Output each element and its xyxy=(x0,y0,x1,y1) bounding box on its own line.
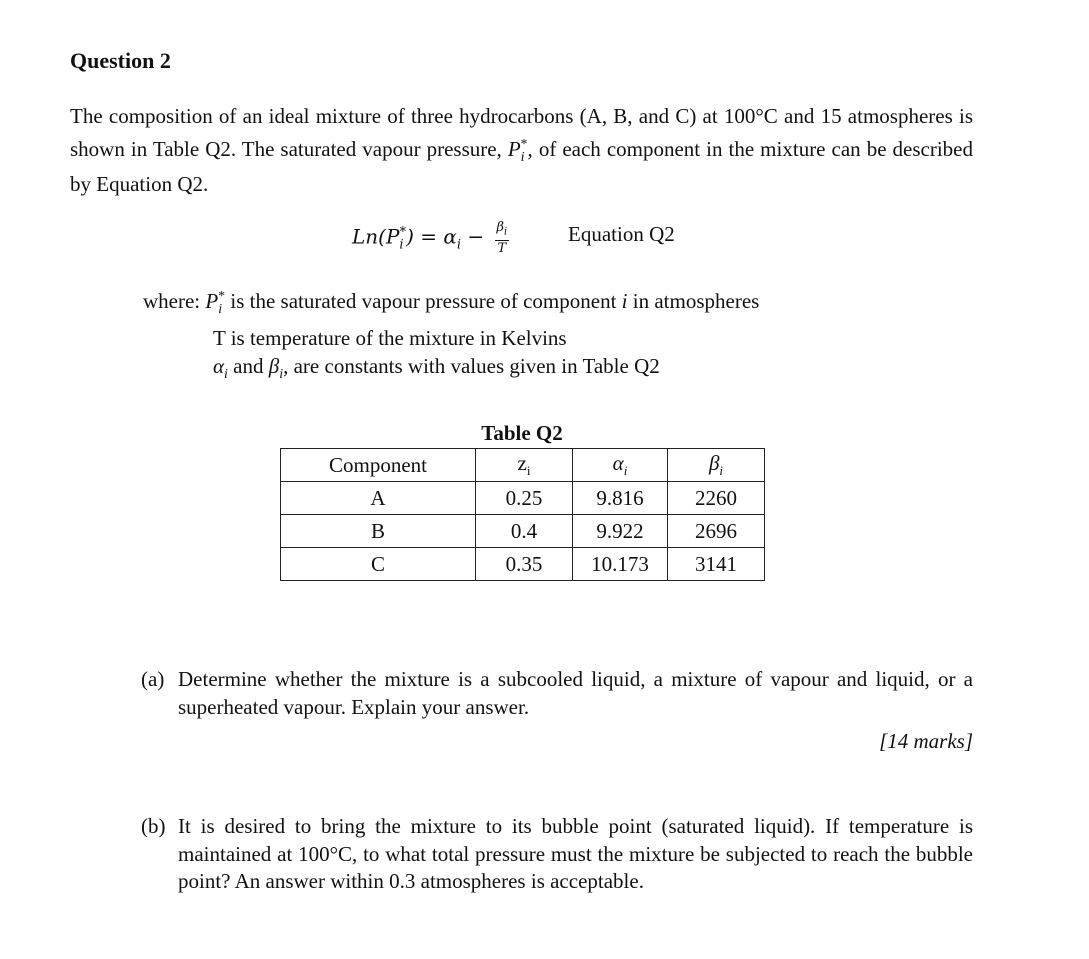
cell-beta: 2696 xyxy=(668,515,765,548)
question-heading: Question 2 xyxy=(70,48,171,73)
where-symbol: P xyxy=(205,289,219,313)
where-block xyxy=(143,283,759,389)
table-header-row xyxy=(281,449,765,482)
eq-lhs-sup: * xyxy=(399,224,407,240)
cell-beta: 2260 xyxy=(668,482,765,515)
intro-symbol-sup: * xyxy=(520,136,528,152)
part-a-marks: [14 marks] xyxy=(879,729,973,753)
part-a-label: (a) xyxy=(141,667,165,691)
where-symbol-sub: i xyxy=(218,302,223,318)
equation-label: Equation Q2 xyxy=(568,222,675,246)
table-row xyxy=(281,482,765,515)
header-beta-sub: i xyxy=(719,463,724,479)
header-alpha-sub: i xyxy=(623,463,628,479)
header-component: Component xyxy=(281,449,476,482)
where-beta: β xyxy=(268,354,280,379)
where-line-3 xyxy=(143,352,759,389)
cell-z: 0.35 xyxy=(476,548,573,581)
part-b xyxy=(141,813,973,896)
cell-alpha: 9.922 xyxy=(573,515,668,548)
where-line-1 xyxy=(143,289,760,318)
where-text-1: is the saturated vapour pressure of component xyxy=(225,289,622,313)
intro-text-1: The composition of an ideal mixture of three hydrocarbons (A, B, and C) at 100°C and 15 atmospheres is shown in Table Q2. The saturated vapour pressure, xyxy=(70,104,973,161)
where-beta-sub: i xyxy=(279,367,284,383)
eq-lhs-sub: i xyxy=(399,237,404,253)
eq-beta-sub: i xyxy=(504,226,508,238)
intro-symbol: P xyxy=(507,136,521,161)
eq-beta: β xyxy=(496,220,505,235)
eq-alpha-sub: i xyxy=(456,237,462,253)
where-text-1-end: in atmospheres xyxy=(627,289,760,313)
header-alpha xyxy=(573,449,668,482)
cell-z: 0.25 xyxy=(476,482,573,515)
where-text-3-end: , are constants with values given in Table Q2 xyxy=(283,354,660,379)
cell-z: 0.4 xyxy=(476,515,573,548)
eq-minus: − xyxy=(461,224,485,249)
cell-alpha: 10.173 xyxy=(573,548,668,581)
equation-formula xyxy=(352,220,509,256)
cell-component: B xyxy=(281,515,476,548)
header-beta xyxy=(668,449,765,482)
table-row xyxy=(281,548,765,581)
cell-component: C xyxy=(281,548,476,581)
part-a-text: Determine whether the mixture is a subcooled liquid, a mixture of vapour and liquid, or a superheated vapour. Explain your answer. xyxy=(178,667,973,719)
intro-text-2: , of each component in the mixture can be described by Equation Q2. xyxy=(70,136,973,197)
eq-lhs: Ln(P xyxy=(352,224,400,249)
cell-alpha: 9.816 xyxy=(573,482,668,515)
part-a xyxy=(141,665,973,721)
where-alpha: α xyxy=(213,354,225,379)
eq-fraction xyxy=(495,220,510,256)
header-z xyxy=(476,449,573,482)
intro-symbol-sub: i xyxy=(520,149,525,165)
table-caption: Table Q2 xyxy=(481,421,563,445)
where-and: and xyxy=(227,354,269,379)
table-row xyxy=(281,515,765,548)
where-prefix: where: xyxy=(143,289,206,313)
header-beta-sym: β xyxy=(708,450,720,475)
part-b-label: (b) xyxy=(141,814,166,838)
where-symbol-sup: * xyxy=(218,289,226,304)
eq-lhs-close: ) = α xyxy=(406,224,457,249)
header-alpha-sym: α xyxy=(612,450,624,475)
table-q2 xyxy=(280,448,765,581)
header-z-sub: i xyxy=(526,463,531,479)
part-b-text: It is desired to bring the mixture to its bubble point (saturated liquid). If temperature is maintained at 100°C, to what total pressure must the mixture be subjected to reach the bubble point? An answer within 0.3 atmospheres is acceptable. xyxy=(178,814,973,893)
cell-beta: 3141 xyxy=(668,548,765,581)
eq-fraction-numerator xyxy=(495,220,510,241)
header-z-sym: z xyxy=(517,450,527,475)
intro-paragraph xyxy=(70,103,973,199)
where-i: i xyxy=(621,289,628,313)
where-alpha-sub: i xyxy=(224,367,228,383)
cell-component: A xyxy=(281,482,476,515)
eq-fraction-denominator: T xyxy=(497,240,507,256)
where-line-2: T is temperature of the mixture in Kelvins xyxy=(213,326,567,351)
